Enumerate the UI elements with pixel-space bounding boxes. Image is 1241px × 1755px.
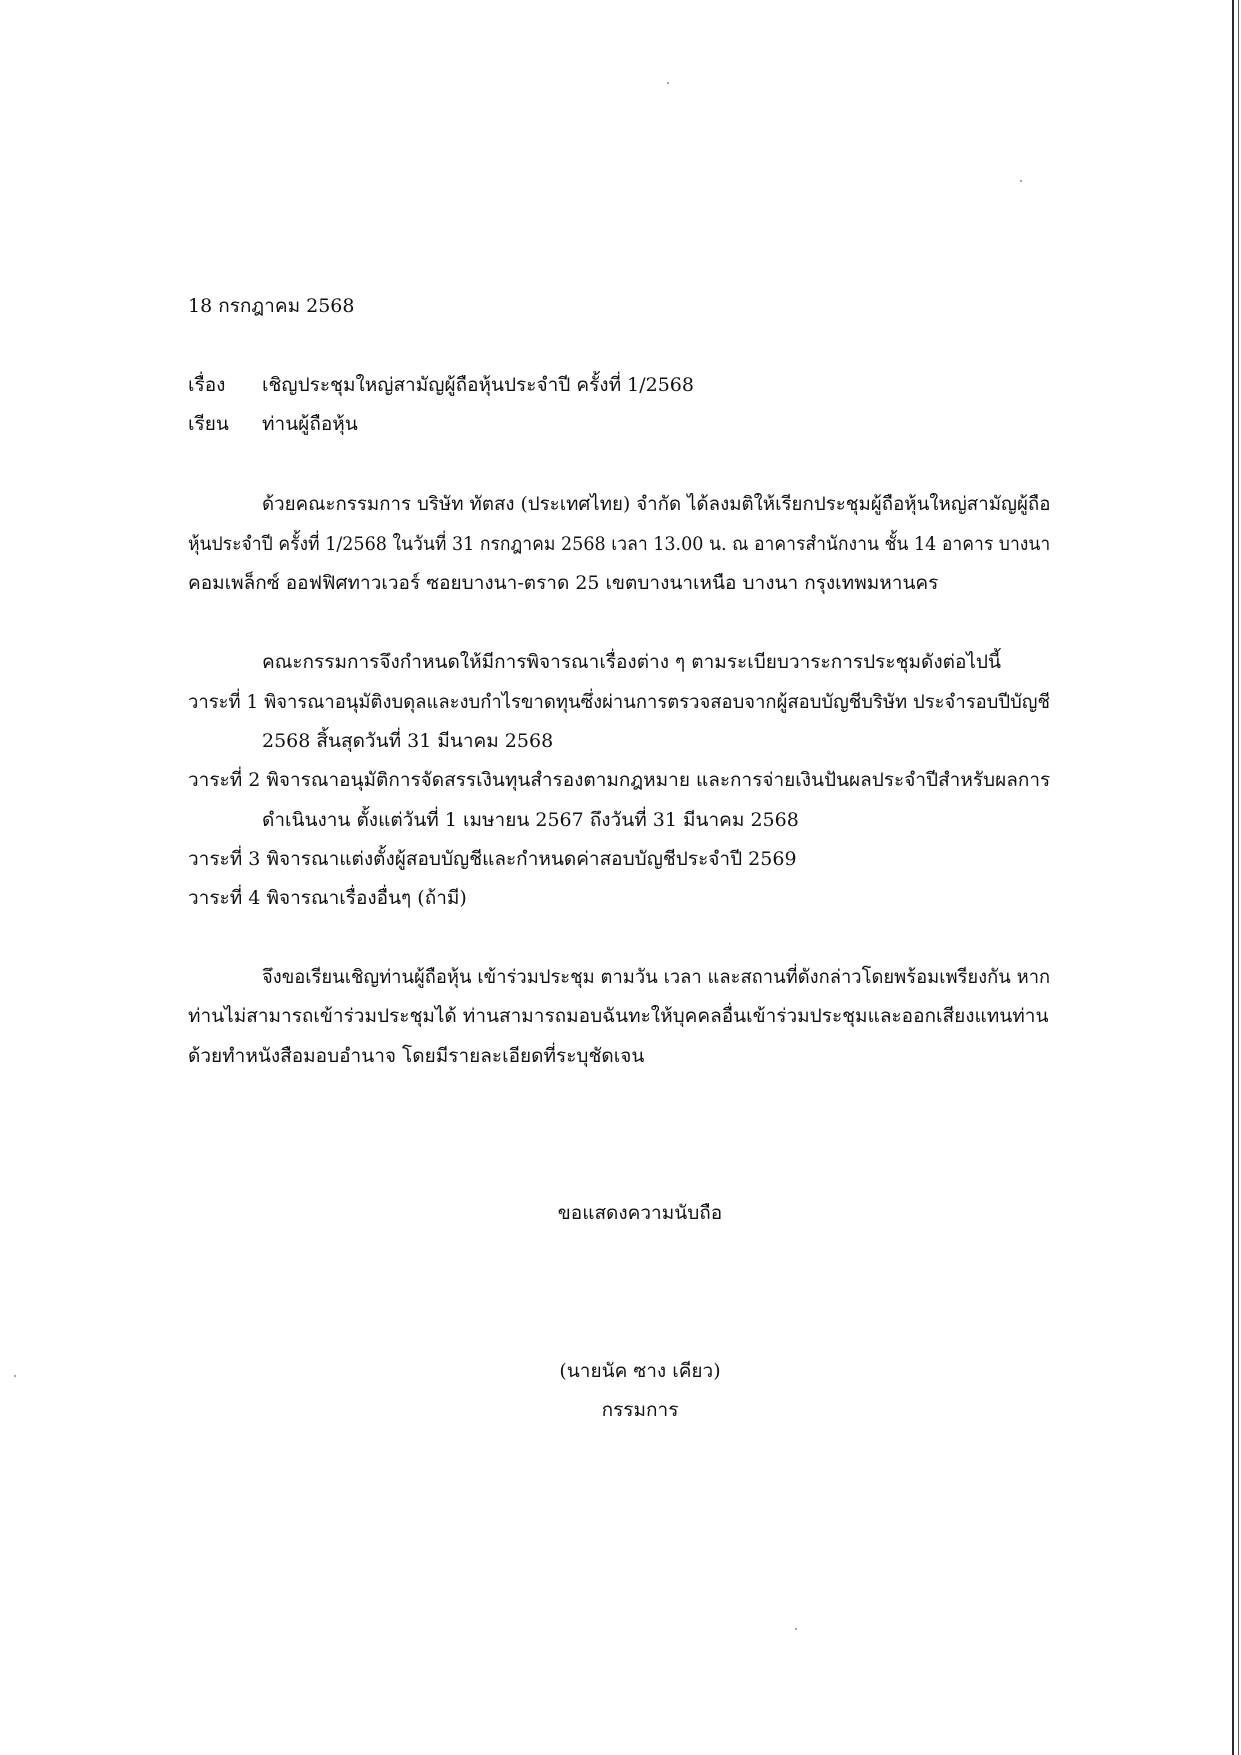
recipient-label: เรียน (188, 413, 229, 435)
subject-label: เรื่อง (188, 374, 226, 396)
subject-text: เชิญประชุมใหญ่สามัญผู้ถือหุ้นประจำปี ครั้งที่ 1/2568 (262, 374, 694, 396)
scan-speck (14, 1375, 16, 1377)
letter-date: 18 กรกฎาคม 2568 (188, 295, 355, 317)
signer-title: กรรมการ (601, 1399, 679, 1421)
agenda-item-continuation: ดำเนินงาน ตั้งแต่วันที่ 1 เมษายน 2567 ถึงวันที่ 31 มีนาคม 2568 (262, 809, 799, 831)
closing-line: ด้วยทำหนังสือมอบอำนาจ โดยมีรายละเอียดที่ระบุชัดเจน (188, 1045, 645, 1067)
scan-edge-line (1238, 0, 1239, 1755)
scan-speck (795, 1628, 797, 1630)
intro-line: ด้วยคณะกรรมการ บริษัท ทัตสง (ประเทศไทย) จำกัด ได้ลงมติให้เรียกประชุมผู้ถือหุ้นใหญ่สามัญผู้ถือ (262, 493, 1051, 515)
signer-name: (นายนัค ซาง เคียว) (559, 1360, 721, 1382)
closing-line: ท่านไม่สามารถเข้าร่วมประชุมได้ ท่านสามารถมอบฉันทะให้บุคคลอื่นเข้าร่วมประชุมและออกเสียงแทนท่าน (188, 1005, 1049, 1027)
agenda-item: วาระที่ 3 พิจารณาแต่งตั้งผู้สอบบัญชีและกำหนดค่าสอบบัญชีประจำปี 2569 (188, 848, 797, 870)
scan-speck (1020, 180, 1022, 182)
scan-edge-line (1232, 0, 1234, 1755)
agenda-item: วาระที่ 4 พิจารณาเรื่องอื่นๆ (ถ้ามี) (188, 887, 467, 909)
recipient-text: ท่านผู้ถือหุ้น (262, 413, 358, 435)
agenda-item: วาระที่ 1 พิจารณาอนุมัติงบดุลและงบกำไรขาดทุนซึ่งผ่านการตรวจสอบจากผู้สอบบัญชีบริษัท ประจำรอบปีบัญชี (188, 691, 1050, 713)
agenda-item-continuation: 2568 สิ้นสุดวันที่ 31 มีนาคม 2568 (262, 730, 554, 752)
intro-line: หุ้นประจำปี ครั้งที่ 1/2568 ในวันที่ 31 กรกฎาคม 2568 เวลา 13.00 น. ณ อาคารสำนักงาน ชั้น 14 อาคาร บางนา (188, 533, 1051, 555)
closing-line: จึงขอเรียนเชิญท่านผู้ถือหุ้น เข้าร่วมประชุม ตามวัน เวลา และสถานที่ดังกล่าวโดยพร้อมเพรียงกัน หาก (262, 966, 1051, 988)
salutation: ขอแสดงความนับถือ (557, 1202, 723, 1224)
agenda-item: วาระที่ 2 พิจารณาอนุมัติการจัดสรรเงินทุนสำรองตามกฎหมาย และการจ่ายเงินปันผลประจำปีสำหรับผลการ (188, 769, 1051, 791)
agenda-intro: คณะกรรมการจึงกำหนดให้มีการพิจารณาเรื่องต่าง ๆ ตามระเบียบวาระการประชุมดังต่อไปนี้ (262, 651, 1001, 673)
intro-line: คอมเพล็กซ์ ออฟฟิศทาวเวอร์ ซอยบางนา-ตราด 25 เขตบางนาเหนือ บางนา กรุงเทพมหานคร (188, 572, 939, 594)
scan-speck (667, 82, 669, 84)
